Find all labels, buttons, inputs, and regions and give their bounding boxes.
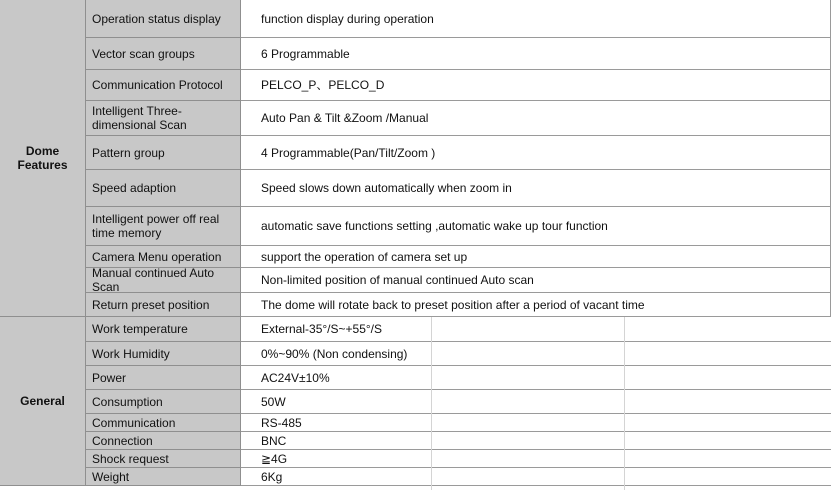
value-connection: BNC	[241, 432, 831, 450]
label-intelligent-3d-scan: Intelligent Three-dimensional Scan	[86, 101, 241, 136]
value-consumption: 50W	[241, 390, 831, 414]
label-power: Power	[86, 366, 241, 390]
label-work-humidity: Work Humidity	[86, 342, 241, 366]
value-pattern-group: 4 Programmable(Pan/Tilt/Zoom )	[241, 136, 831, 170]
label-consumption: Consumption	[86, 390, 241, 414]
label-work-temperature: Work temperature	[86, 317, 241, 342]
label-weight: Weight	[86, 468, 241, 486]
label-communication: Communication	[86, 414, 241, 432]
label-speed-adaption: Speed adaption	[86, 170, 241, 207]
value-vector-scan-groups: 6 Programmable	[241, 38, 831, 70]
value-operation-status-display: function display during operation	[241, 0, 831, 38]
value-communication-protocol: PELCO_P、PELCO_D	[241, 70, 831, 101]
value-power-off-memory: automatic save functions setting ,automatic wake up tour function	[241, 207, 831, 246]
label-pattern-group: Pattern group	[86, 136, 241, 170]
value-intelligent-3d-scan: Auto Pan & Tilt &Zoom /Manual	[241, 101, 831, 136]
label-shock-request: Shock request	[86, 450, 241, 468]
category-general: General	[0, 317, 86, 486]
label-connection: Connection	[86, 432, 241, 450]
category-dome-features: Dome Features	[0, 0, 86, 317]
label-camera-menu-operation: Camera Menu operation	[86, 246, 241, 268]
gridline	[431, 317, 432, 490]
value-shock-request: ≧4G	[241, 450, 831, 468]
value-work-temperature: External-35°/S~+55°/S	[241, 317, 831, 342]
label-communication-protocol: Communication Protocol	[86, 70, 241, 101]
value-weight: 6Kg	[241, 468, 831, 486]
label-operation-status-display: Operation status display	[86, 0, 241, 38]
value-communication: RS-485	[241, 414, 831, 432]
value-camera-menu-operation: support the operation of camera set up	[241, 246, 831, 268]
label-power-off-memory: Intelligent power off real time memory	[86, 207, 241, 246]
value-power: AC24V±10%	[241, 366, 831, 390]
value-manual-auto-scan: Non-limited position of manual continued Auto scan	[241, 268, 831, 293]
label-return-preset: Return preset position	[86, 293, 241, 317]
label-vector-scan-groups: Vector scan groups	[86, 38, 241, 70]
gridline	[624, 317, 625, 490]
label-manual-auto-scan: Manual continued Auto Scan	[86, 268, 241, 293]
value-return-preset: The dome will rotate back to preset position after a period of vacant time	[241, 293, 831, 317]
value-speed-adaption: Speed slows down automatically when zoom in	[241, 170, 831, 207]
value-work-humidity: 0%~90% (Non condensing)	[241, 342, 831, 366]
